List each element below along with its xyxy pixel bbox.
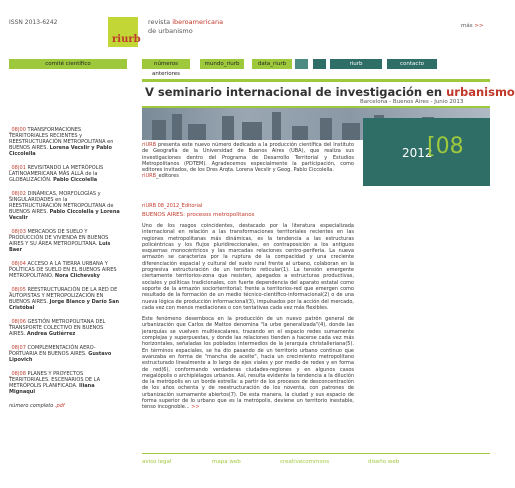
body-paragraph: Uno de los rasgos coincidentes, destacado por la literatura especializada internacional en relación a las transformaciones territoriales recientes en las regiones metropolitanas más dinámicas, es la tendencia a las estructuras policéntricas y los flujos pluridireccionales, en contraposición a los antiguos esquemas monocéntricos y las marcadas relaciones centro-periferia. La nueva armazón se caracteriza por la ruptura de la compacidad y una creciente diferenciación espacial y cultural del suelo rural frente al urbano, colaboran en la progresiva estructuración de un territorio reticular(1). La tensión emergente ciertamente territorios-zona que resisten, apegados a estructuras productivas, sociales y políticas tradicionales, con fuerte dependencia del aparato estatal como soporte de la armazón sociorterritorial; frente a territorios-red que emergen como resultado de la formación de un medio técnico-científico-informacional(2) o de una nueva lógica de producción informacional(3), impulsados por la acción del mercado, cada vez con menos mediaciones o con tentativas cada vez más flexibles. (142, 223, 354, 311)
editorial-link[interactable]: riURB 08_2012_Editorial (142, 203, 203, 209)
footer-diseno-web[interactable]: diseño web (368, 459, 400, 465)
editorial-body (142, 223, 354, 416)
nav-spacer-block (313, 59, 326, 69)
article-link-07[interactable]: _08|07 COMPLEMENTACIÓN AERO-PORTUARIA EN BUENOS AIRES. Gustavo Lipovich (9, 345, 112, 363)
journal-title (148, 18, 223, 26)
article-link-03[interactable]: _08|03 MERCADOS DE SUELO Y PRODUCCIÓN DE VIVIENDA EN BUENOS AIRES Y SU ÁREA METROPOLITANA. Luis Baer (9, 229, 111, 253)
title-accent: iberoamericana (172, 18, 224, 26)
intro-paragraph (142, 142, 354, 180)
title-prefix: revista (148, 18, 171, 26)
logo-text[interactable]: riurb (112, 34, 141, 45)
article-link-04[interactable]: _08|04 ACCESO A LA TIERRA URBANA Y POLÍTICAS DE SUELO EN EL BUENOS AIRES METROPOLITANO. Nora Clichevsky (9, 261, 117, 279)
section-title: BUENOS AIRES: procesos metropolitanos (142, 212, 255, 218)
nav-riurb[interactable]: riurb (330, 59, 382, 69)
more-link[interactable] (461, 23, 484, 29)
nav-mundo-riurb[interactable]: mundo_riurb (200, 59, 244, 69)
banner-subline: Barcelona - Buenos Aires - Junio 2013 (360, 99, 464, 105)
issue-year: 2012 (402, 146, 433, 160)
intro-text: presenta este nuevo número dedicado a la producción científica del Instituto de Geografía de la Universidad de Buenos Aires (UBA), que realiza sus investigaciones dentro del Programa de Desarrollo Territorial y Estudios Metropolitanos (PDTEM). Agradecemos especialmente la participación, como editores invitados, de los Dres Arqta. Lorena Vecslir y Geog. Pablo Ciccolella. (142, 142, 354, 174)
contents-sidebar (9, 127, 121, 409)
article-link-05[interactable]: _08|05 REESTRUCTURACIÓN DE LA RED DE AUTOPISTAS Y METROPOLIZACIÓN EN BUENOS AIRES. Jorge Blanco y Darío San Cristóbal (9, 287, 120, 311)
article-link-00[interactable]: _08|00 TRANSFORMACIONES TERRITORIALES RECIENTES y REESTRUCTURACIÓN METROPOLITANA en BUENOS AIRES. Lorena Vecslir y Pablo Ciccolella (9, 127, 114, 157)
article-link-01[interactable]: _08|01 REVISITANDO LA METRÓPOLIS LATINOAMERICANA MÁS ALLÁ de la GLOBALIZACIÓN. Pablo Ciccolella (9, 165, 104, 183)
article-link-02[interactable]: _08|02 DINÁMICAS, MORFOLOGÍAS y SINGULARIDADES en la REESTRUCTURACIÓN METROPOLITANA de BUENOS AIRES. Pablo Ciccolella y Lorena Vecslir (9, 191, 120, 221)
footer-mapa-web[interactable]: mapa web (212, 459, 241, 465)
more-arrows-icon: >> (474, 23, 484, 29)
footer-aviso-legal[interactable]: aviso legal (142, 459, 172, 465)
editors-suffix: _editores (156, 173, 179, 180)
footer-rule (142, 453, 490, 454)
nav-data-riurb[interactable]: data_riurb (252, 59, 292, 69)
issn-label: ISSN 2013-6242 (9, 19, 58, 26)
journal-subtitle: de urbanismo (148, 27, 193, 35)
intro-lead: riURB (142, 142, 157, 148)
article-link-08[interactable]: _08|08 PLANES Y PROYECTOS TERRITORIALES. ESCENARIOS DE LA METRÓPOLIS PLANIFICADA. Iliana Mignaqui (9, 371, 101, 395)
footer-creativecommons[interactable]: creativecommons (280, 459, 330, 465)
nav-spacer-block (295, 59, 308, 69)
seminar-banner-title[interactable] (145, 85, 515, 99)
banner-rule (142, 79, 490, 82)
nav-contacto[interactable]: contacto (387, 59, 437, 69)
read-more-arrows-icon[interactable]: >> (191, 404, 200, 411)
nav-comite-cientifico[interactable]: comité científico (9, 59, 127, 69)
nav-numeros-anteriores[interactable]: números anteriores (142, 59, 190, 69)
more-label: más (461, 23, 473, 29)
issue-number: [08 (427, 134, 464, 159)
banner-title-accent: urbanismo (446, 85, 515, 99)
body-paragraph: Este fenómeno desemboca en la producción de un nuevo patrón general de urbanización que Carlos de Mattos denomina "la urbe generalizada"(4), donde las jerarquías se vuelven multiescalares, trazando en el espacio redes sumamente complejas y superpuestas, y donde las relaciones tienden a hacerse cada vez más horizontales, señaladas los poblados intermedios de la jerarquía christalleriana(5). En términos espaciales, se ha dio pasando de un territorio urbano continuo que avanzaba en forma de "mancha de aceite", hacia un crecimiento metropolitano estructurado linealmente a lo largo de ejes viales y por medio de redes y en forma de red(6), conformando verdaderas ciudades-regiones y en algunos casos megalópolis o archipiélagos urbanos. Así, resulta evidente la tendencia a la dilución de la metrópolis en un borde estrella: a partir de los procesos de desconcentración de los años ochenta y de reestructuración de los noventa, con patrones de urbanización sumamente abiertos(7). De esta manera, la ciudad y sus espacio de forma superior de lo urbano que es la metrópolis, deviene un territorio inestable, tenso incognoble... >> (142, 316, 354, 411)
banner-title-main: V seminario internacional de investigación en (145, 85, 443, 99)
editors-prefix: riURB (142, 173, 157, 180)
article-link-06[interactable]: _08|06 GESTIÓN METROPOLITANA DEL TRANSPORTE COLECTIVO EN BUENOS AIRES. Andrea Gutiérrez (9, 319, 106, 337)
complete-issue-link[interactable]: número completo .pdf (9, 403, 65, 409)
